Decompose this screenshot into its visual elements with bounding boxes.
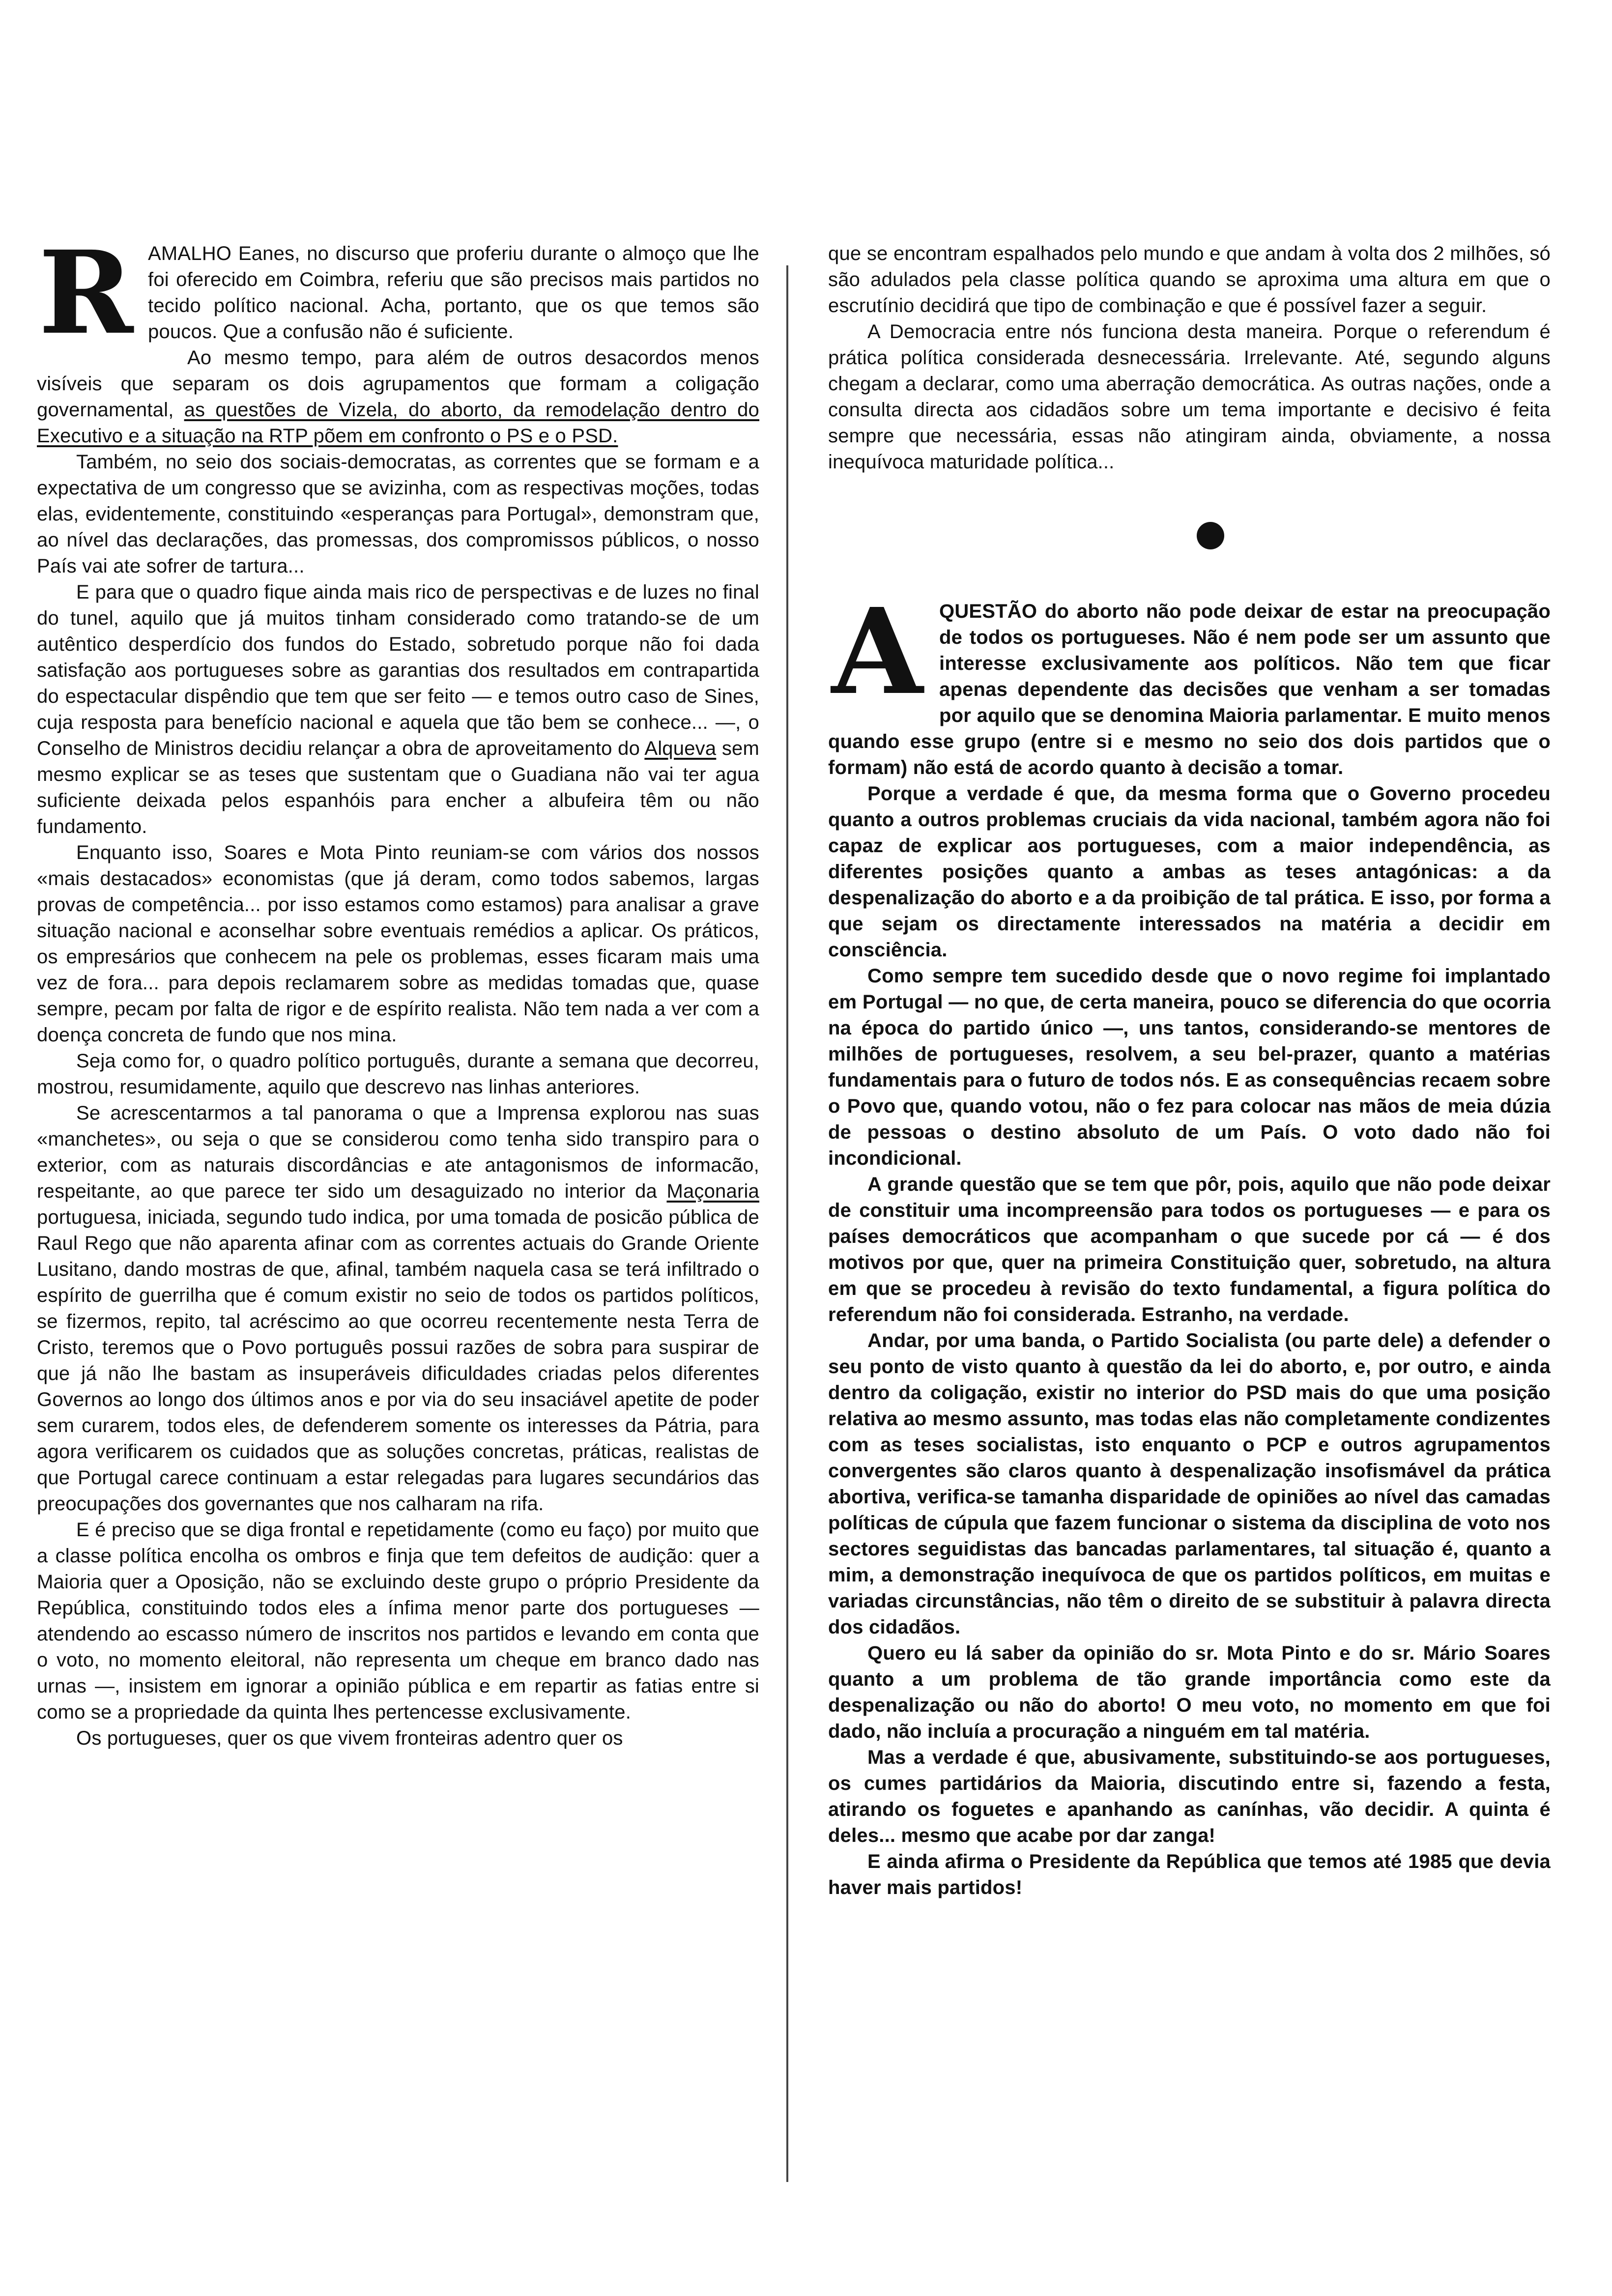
paragraph: Seja como for, o quadro político português, durante a semana que decorreu, mostrou, resumidamente, aquilo que descrevo nas linhas anteriores. — [37, 1050, 759, 1098]
paragraph: AMALHO Eanes, no discurso que proferiu durante o almoço que lhe foi oferecido em Coimbra, referiu que são precisos mais partidos no tecido político nacional. Acha, portanto, que os que temos são poucos. Que a confusão não é suficiente. — [148, 243, 759, 343]
paragraph: A grande questão que se tem que pôr, pois, aquilo que não pode deixar de constituir uma incompreensão para todos os portugueses — e para os países democráticos que acompanham o que sucede por cá — é dos motivos por que, quer na primeira Constituição quer, sobretudo, na altura em que se procedeu à revisão do texto fundamental, a figura política do referendum não foi considerada. Estranho, na verdade. — [828, 1174, 1551, 1325]
paragraph: QUESTÃO do aborto não pode deixar de estar na preocupação de todos os portugueses. Não é nem pode ser um assunto que interesse exclusivamente aos políticos. Não tem que ficar apenas dependente das decisões que venham a ser tomadas por aquilo que se denomina Maioria parlamentar. E muito menos quando esse grupo (entre si e mesmo no seio dos dois partidos que o formam) não está de acordo quanto à decisão a tomar. — [828, 601, 1551, 778]
paragraph: Como sempre tem sucedido desde que o novo regime foi implantado em Portugal — no que, de certa maneira, pouco se diferencia do que ocorria na época do partido único —, uns tantos, considerando-se mentores de milhões de portugueses, resolvem, a seu bel-prazer, quanto a matérias fundamentais para o futuro de todos nós. E as consequências recaem sobre o Povo que, quando votou, não o fez para colocar nas mãos de meia dúzia de pessoas o destino absoluto de um País. O voto dado não foi incondicional. — [828, 965, 1551, 1169]
paragraph-text: Ao mesmo tempo, para além de outros desacordos menos visíveis que separam os dois agrupamentos que formam a coligação governamental, — [37, 347, 759, 421]
paragraph: Andar, por uma banda, o Partido Socialista (ou parte dele) a defender o seu ponto de visto quanto à questão da lei do aborto, e, por outro, e ainda dentro da coligação, existir no interior do PSD mais do que uma posição relativa ao mesmo assunto, mas todas elas não completamente condizentes com as teses socialistas, isto enquanto o PCP e outros agrupamentos convergentes são claros quanto à despenalização insofismável da prática abortiva, verifica-se tamanha disparidade de opiniões ao nível das camadas políticas de cúpula que fazem funcionar o sistema da disciplina de voto nos sectores seguidistas das bancadas parlamentares, tal situação é, quanto a mim, a demonstração inequívoca de que os partidos políticos, em muitas e variadas circunstâncias, não têm o direito de se substituir à palavra directa dos cidadãos. — [828, 1330, 1551, 1638]
column-divider — [786, 265, 788, 2182]
underlined-text: Alqueva — [644, 738, 717, 759]
paragraph-text: Se acrescentarmos a tal panorama o que a Imprensa explorou nas suas «manchetes», ou seja o que se considerou como tenha sido transpiro para o exterior, com as naturais discordâncias e ate antagonismos de informacão, respeitante, ao que parece ter sido um desaguizado no interior da — [37, 1102, 759, 1202]
paragraph: Quero eu lá saber da opinião do sr. Mota Pinto e do sr. Mário Soares quanto a um problema de tão grande importância como este da despenalização ou não do aborto! O meu voto, no momento em que foi dado, não incluía a procuração a ninguém em tal matéria. — [828, 1642, 1551, 1742]
paragraph — [37, 579, 759, 840]
paragraph: Porque a verdade é que, da mesma forma que o Governo procedeu quanto a outros problemas cruciais da vida nacional, também agora não foi capaz de explicar aos portugueses, com a maior independência, as diferentes posições quanto a ambas as teses antagónicas: a da despenalização do aborto e a da proibição de tal prática. E isso, por forma a que sejam os directamente interessados na matéria a decidir em consciência. — [828, 783, 1551, 961]
paragraph: Os portugueses, quer os que vivem fronteiras adentro quer os — [76, 1727, 623, 1749]
paragraph: Enquanto isso, Soares e Mota Pinto reuniam-se com vários dos nossos «mais destacados» economistas (que já deram, como todos sabemos, largas provas de competência... por isso estamos como estamos) para analisar a grave situação nacional e aconselhar sobre eventuais remédios a aplicar. Os práticos, os empresários que conhecem na pele os problemas, esses ficaram mais uma vez de fora... para depois reclamarem sobre as medidas tomadas que, quase sempre, pecam por falta de rigor e de espírito realista. Não tem nada a ver com a doença concreta de fundo que nos mina. — [37, 842, 759, 1046]
dropcap-a: A — [831, 582, 923, 721]
paragraph — [37, 345, 759, 449]
paragraph-text: sem mesmo explicar se as teses que sustentam que o Guadiana não vai ter agua suficiente deixada pelos espanhóis para encher a albufeira têm ou não fundamento. — [37, 738, 759, 837]
underlined-text: Maçonaria — [666, 1180, 759, 1202]
paragraph: E ainda afirma o Presidente da República que temos até 1985 que devia haver mais partidos! — [828, 1851, 1551, 1898]
paragraph: A Democracia entre nós funciona desta maneira. Porque o referendum é prática política considerada desnecessária. Irrelevante. Até, segundo alguns chegam a declarar, como uma aberração democrática. As outras nações, onde a consulta directa aos cidadãos sobre um tema importante e decisivo é feita sempre que necessária, essas não atingiram ainda, obviamente, a nossa inequívoca maturidade política... — [828, 321, 1551, 473]
paragraph: Também, no seio dos sociais-democratas, as correntes que se formam e a expectativa de um congresso que se avizinha, com as respectivas moções, todas elas, evidentemente, constituindo «esperanças para Portugal», demonstram que, ao nível das declarações, das promessas, dos compromissos públicos, o nosso País vai ate sofrer de tartura... — [37, 451, 759, 577]
paragraph: que se encontram espalhados pelo mundo e que andam à volta dos 2 milhões, só são adulados pela classe política quando se aproxima uma altura em que o escrutínio decidirá que tipo de combinação e que é possível fazer a seguir. — [828, 243, 1551, 316]
underlined-text: as questões de Vizela, do aborto, da remodelação dentro do Executivo e a situação na RTP põem em confronto o PS e o PSD. — [37, 399, 760, 447]
dropcap-r: R — [38, 226, 134, 360]
paragraph: Mas a verdade é que, abusivamente, substituindo-se aos portugueses, os cumes partidários da Maioria, discutindo entre si, fazendo a festa, atirando os foguetes e apanhando as canínhas, vão decidir. A quinta é deles... mesmo que acabe por dar zanga! — [828, 1747, 1551, 1846]
paragraph: E é preciso que se diga frontal e repetidamente (como eu faço) por muito que a classe política encolha os ombros e finja que tem defeitos de audição: quer a Maioria quer a Oposição, não se excluindo deste grupo o próprio Presidente da República, constituindo todos eles a ínfima menor parte dos portugueses — atendendo ao escasso número de inscritos nos partidos e levando em conta que o voto, no momento eleitoral, não representa um cheque em branco dado nas urnas —, insistem em ignorar a opinião pública e em repartir as fatias entre si como se a propriedade da quinta lhes pertencesse exclusivamente. — [37, 1519, 759, 1723]
paragraph-text: E para que o quadro fique ainda mais rico de perspectivas e de luzes no final do tunel, aquilo que já muitos tinham considerado como tratando-se de um autêntico desperdício dos fundos do Estado, sobretudo porque não foi dada satisfação aos portugueses sobre as garantias dos resultados em contrapartida do espectacular dispêndio que tem que ser feito — e temos outro caso de Sines, cuja resposta para benefício nacional e aquela que tão bem se conhece... —, o Conselho de Ministros decidiu relançar a obra de aproveitamento do — [37, 581, 759, 759]
paragraph-text: portuguesa, iniciada, segundo tudo indica, por uma tomada de posicão pública de Raul Rego que não aparenta afinar com as correntes actuais do Grande Oriente Lusitano, dando mostras de que, afinal, também naquela casa se terá infiltrado o espírito de guerrilha que é comum existir no seio de todos os partidos políticos, se fizermos, repito, tal acréscimo ao que ocorreu recentemente nesta Terra de Cristo, teremos que o Povo português possui razões de sobra para suspirar de que já não lhe bastam as insuperáveis dificuldades criadas pelos diferentes Governos ao longo dos últimos anos e por via do seu insaciável apetite de poder sem curarem, todos eles, de defenderem somente os interesses da Pátria, para agora verificarem os cuidados que as soluções concretas, práticas, realistas de que Portugal carece continuam a estar relegadas para lugares secundários das preocupações dos governantes que nos calharam na rifa. — [37, 1206, 759, 1515]
paragraph — [37, 1100, 759, 1517]
bullet-separator — [1197, 522, 1224, 549]
right-column — [828, 241, 1551, 1901]
left-column — [37, 226, 760, 1751]
